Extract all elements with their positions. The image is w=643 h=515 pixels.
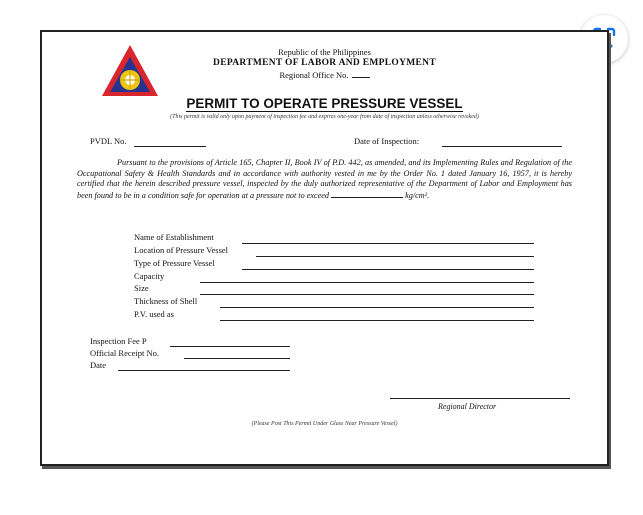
pvdl-label: PVDL No. <box>90 136 127 146</box>
inspection-date-field[interactable] <box>442 146 562 147</box>
validity-note: (This permit is valid only upon payment of inspection fee and expires one-year from date of inspection unless otherwise revoked) <box>170 114 479 120</box>
establishment-field[interactable] <box>242 243 534 244</box>
field-label-establishment: Name of Establishment <box>134 232 214 242</box>
permit-title: PERMIT TO OPERATE PRESSURE VESSEL <box>186 96 463 111</box>
posting-note: (Please Post This Permit Under Glass Near Pressure Vessel) <box>251 421 398 427</box>
vessel-type-field[interactable] <box>242 269 534 270</box>
certification-text: Pursuant to the provisions of Article 165, Chapter II, Book IV of P.D. 442, as amended, and its Implementing Rules and Regulation of the Occupational Safety & Health Standards and in accordance with authority vested in me by the Order No. 1 dated January 16, 1957, it is hereby certified that the herein described pressure vessel, inspected by the duly authorized representative of the Department of Labor and Employment has been found to be in a condition safe for operation at a pressure not to exceed <box>77 158 572 200</box>
certification-paragraph <box>77 158 572 201</box>
field-label-official-receipt: Official Receipt No. <box>90 348 160 358</box>
regional-director-label: Regional Director <box>438 402 497 411</box>
header-republic: Republic of the Philippines <box>278 47 371 57</box>
field-label-inspection-fee: Inspection Fee P <box>90 336 147 346</box>
permit-document <box>40 30 609 466</box>
header-regional-office: Regional Office No. <box>42 70 607 80</box>
pvdl-field[interactable] <box>134 146 206 147</box>
max-pressure-field[interactable] <box>331 190 403 198</box>
pressure-unit: kg/cm². <box>405 190 430 200</box>
field-label-size: Size <box>134 283 149 293</box>
thickness-field[interactable] <box>220 307 534 308</box>
field-label-capacity: Capacity <box>134 271 165 281</box>
pv-used-as-field[interactable] <box>220 320 534 321</box>
field-label-type: Type of Pressure Vessel <box>134 258 215 268</box>
signature-line[interactable] <box>390 398 570 399</box>
inspection-fee-field[interactable] <box>170 346 290 347</box>
header-department: DEPARTMENT OF LABOR AND EMPLOYMENT <box>213 58 436 68</box>
size-field[interactable] <box>200 294 534 295</box>
inspection-date-label: Date of Inspection: <box>354 136 420 146</box>
location-field[interactable] <box>256 256 534 257</box>
field-label-location: Location of Pressure Vessel <box>134 245 229 255</box>
field-label-pv-used-as: P.V. used as <box>134 309 174 319</box>
field-label-thickness: Thickness of Shell <box>134 296 198 306</box>
date-field[interactable] <box>118 370 290 371</box>
capacity-field[interactable] <box>200 282 534 283</box>
official-receipt-field[interactable] <box>184 358 290 359</box>
field-label-date: Date <box>90 360 107 370</box>
